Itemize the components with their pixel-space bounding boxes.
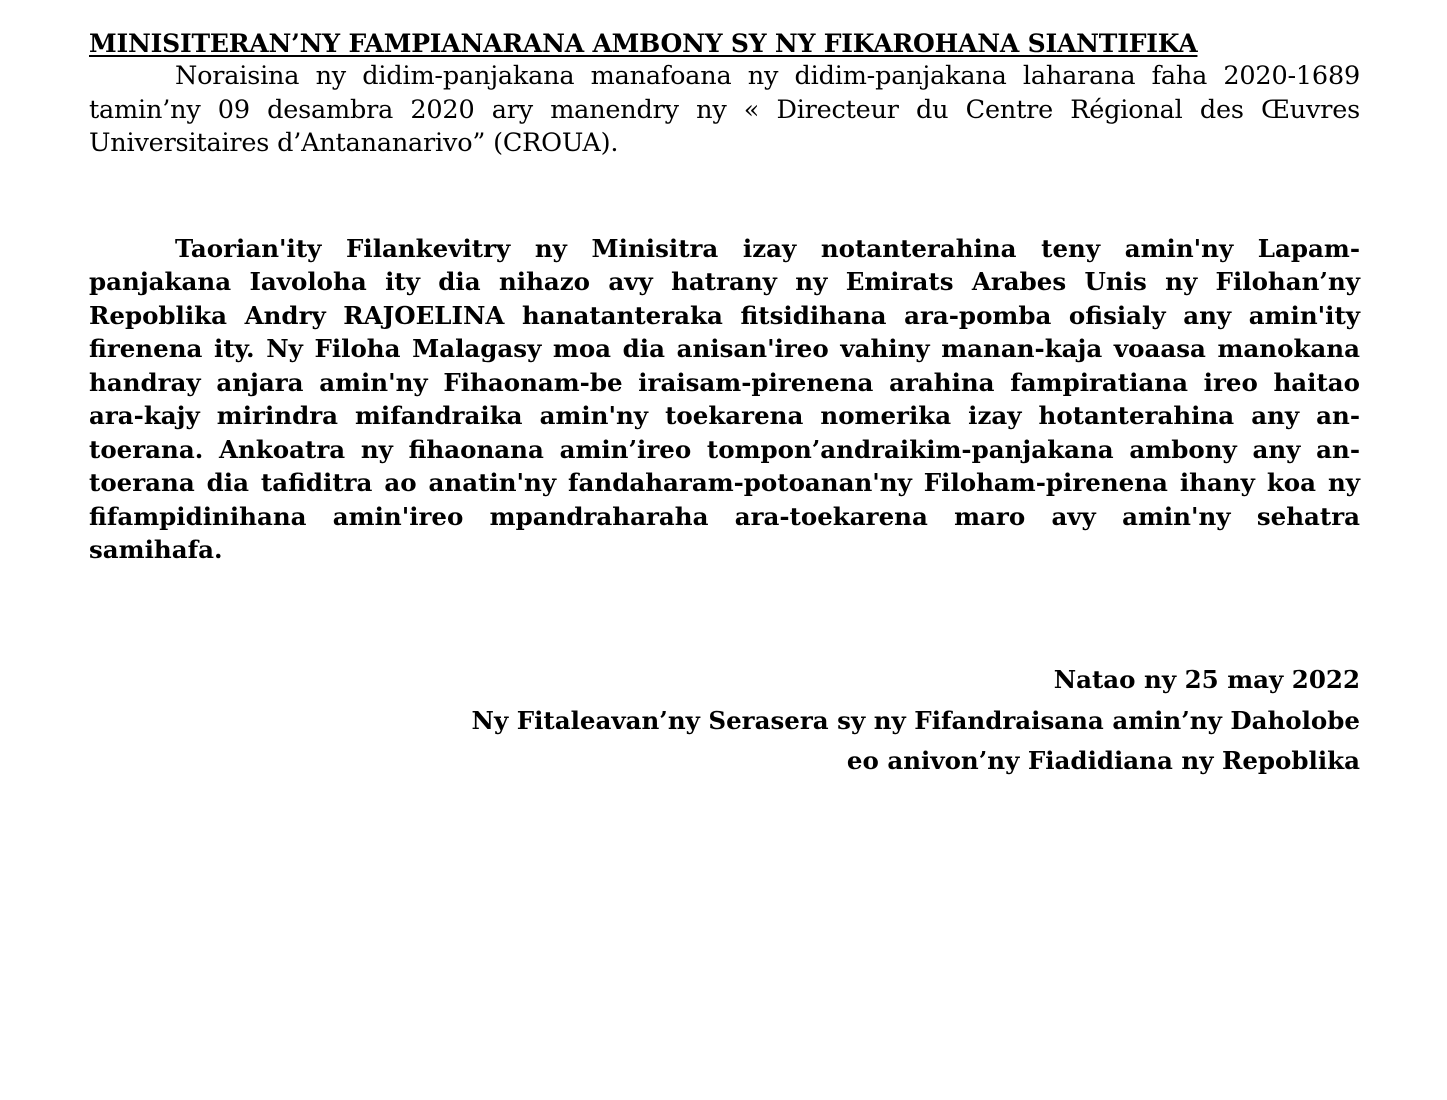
ministry-heading: MINISITERAN’NY FAMPIANARANA AMBONY SY NY FIKAROHANA SIANTIFIKA bbox=[89, 29, 1198, 58]
decree-paragraph: Noraisina ny didim-panjakana manafoana ny didim-panjakana laharana faha 2020-1689 tamin’ny 09 desambra 2020 ary manendry ny « Directeur du Centre Régional des Œuvres Universitaires d’Antananarivo” (CROUA). bbox=[89, 61, 1360, 158]
news-paragraph: Taorian'ity Filankevitry ny Minisitra izay notanterahina teny amin'ny Lapam-panjakana Iavoloha ity dia nihazo avy hatrany ny Emirats Arabes Unis ny Filohan’ny Repoblika Andry RAJOELINA hanatanteraka fitsidihana ara-pomba ofisialy any amin'ity firenena ity. Ny Filoha Malagasy moa dia anisan'ireo vahiny manan-kaja voaasa manokana handray anjara amin'ny Fihaonam-be iraisam-pirenena arahina fampiratiana ireo haitao ara-kajy mirindra mifandraika amin'ny toekarena nomerika izay hotanterahina any an-toerana. Ankoatra ny fihaonana amin’ireo tompon’andraikim-panjakana ambony any an-toerana dia tafiditra ao anatin'ny fandaharam-potoanan'ny Filoham-pirenena ihany koa ny fifampidinihana amin'ireo mpandraharaha ara-toekarena maro avy amin'ny sehatra samihafa. bbox=[89, 233, 1360, 564]
document-page bbox=[89, 28, 1360, 567]
signature-date: Natao ny 25 may 2022 bbox=[1053, 665, 1360, 694]
signature-block bbox=[472, 660, 1360, 782]
signature-office-line-1: Ny Fitaleavan’ny Serasera sy ny Fifandraisana amin’ny Daholobe bbox=[471, 705, 1360, 735]
signature-office-line-2: eo anivon’ny Fiadidiana ny Repoblika bbox=[846, 746, 1360, 775]
